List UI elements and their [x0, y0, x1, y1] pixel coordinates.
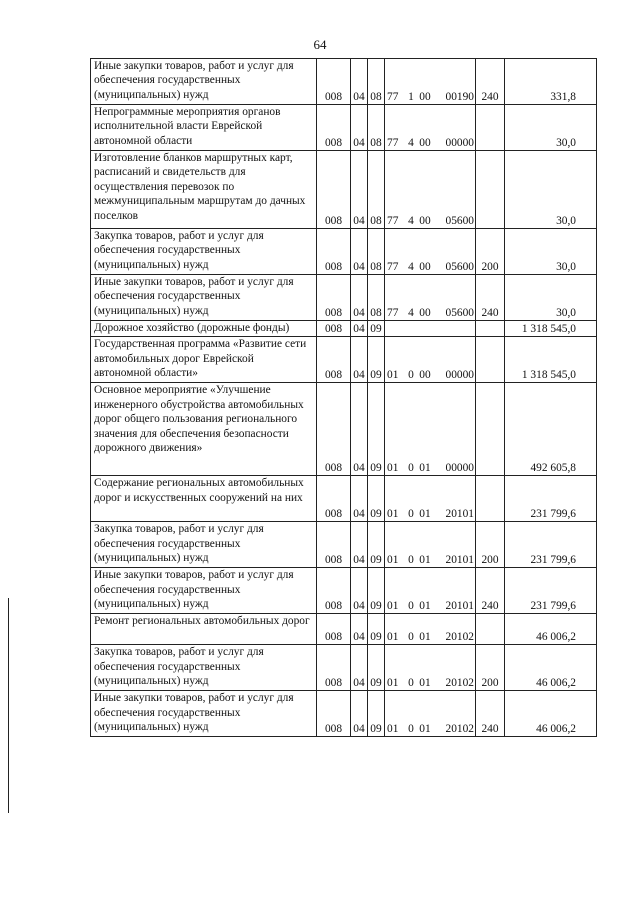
- target-article-code: [385, 645, 476, 691]
- target-article-part: 77: [387, 90, 399, 103]
- subsection-code: 09: [368, 321, 385, 337]
- target-article-code: [385, 522, 476, 568]
- target-article-part: 0: [408, 554, 414, 566]
- target-article-code: [385, 476, 476, 522]
- section-code: 04: [351, 59, 368, 105]
- target-article-parts: [387, 136, 473, 150]
- target-article-part: 05600: [445, 306, 474, 319]
- row-name: Иные закупки товаров, работ и услуг для обеспечения государственных (муниципальных) нужд: [91, 691, 317, 737]
- subsection-code: 09: [368, 476, 385, 522]
- row-name: Ремонт региональных автомобильных дорог: [91, 614, 317, 645]
- expense-type-code: [476, 105, 505, 151]
- target-article-parts: [387, 599, 473, 613]
- target-article-part: 00000: [445, 369, 474, 381]
- row-name: Закупка товаров, работ и услуг для обеспечения государственных (муниципальных) нужд: [91, 645, 317, 691]
- target-article-code: [385, 275, 476, 321]
- target-article-parts: [387, 722, 473, 736]
- row-name: Государственная программа «Развитие сети автомобильных дорог Еврейской автономной области»: [91, 337, 317, 383]
- target-article-part: 00000: [445, 136, 474, 149]
- section-code: 04: [351, 105, 368, 151]
- table-row: [91, 337, 597, 383]
- target-article-part: 0: [408, 631, 414, 643]
- section-code: 04: [351, 321, 368, 337]
- target-article-part: 20102: [445, 631, 474, 643]
- section-code: 04: [351, 522, 368, 568]
- target-article-part: 0: [408, 369, 414, 381]
- target-article-part: 20101: [445, 554, 474, 566]
- target-article-part: 00000: [445, 462, 474, 474]
- table-row: [91, 151, 597, 229]
- subsection-code: 09: [368, 522, 385, 568]
- target-article-part: 00: [419, 306, 431, 319]
- expense-type-code: [476, 614, 505, 645]
- table-row: [91, 522, 597, 568]
- row-name: Закупка товаров, работ и услуг для обеспечения государственных (муниципальных) нужд: [91, 522, 317, 568]
- ministry-code: 008: [317, 476, 351, 522]
- subsection-code: 08: [368, 151, 385, 229]
- target-article-part: 77: [387, 214, 399, 227]
- target-article-part: 00190: [445, 90, 474, 103]
- section-code: 04: [351, 383, 368, 476]
- table-row: [91, 275, 597, 321]
- target-article-part: 77: [387, 306, 399, 319]
- subsection-code: 09: [368, 614, 385, 645]
- subsection-code: 08: [368, 275, 385, 321]
- target-article-part: 00: [419, 136, 431, 149]
- target-article-part: 01: [419, 677, 431, 689]
- target-article-part: 01: [419, 631, 431, 643]
- ministry-code: 008: [317, 691, 351, 737]
- row-name: Непрограммные мероприятия органов исполнительной власти Еврейской автономной области: [91, 105, 317, 151]
- target-article-code: [385, 321, 476, 337]
- expense-type-code: [476, 476, 505, 522]
- target-article-part: 00: [419, 260, 431, 273]
- ministry-code: 008: [317, 383, 351, 476]
- target-article-parts: [387, 214, 473, 228]
- target-article-part: 01: [387, 508, 399, 520]
- amount: 46 006,2: [505, 691, 597, 737]
- target-article-part: 0: [408, 723, 414, 735]
- target-article-code: [385, 383, 476, 476]
- target-article-part: 01: [387, 631, 399, 643]
- target-article-part: 20102: [445, 677, 474, 689]
- target-article-parts: [387, 368, 473, 382]
- table-row: [91, 105, 597, 151]
- target-article-part: 01: [387, 369, 399, 381]
- section-code: 04: [351, 337, 368, 383]
- target-article-part: 4: [408, 136, 414, 149]
- target-article-part: 01: [419, 508, 431, 520]
- table-row: [91, 645, 597, 691]
- target-article-parts: [387, 322, 473, 336]
- table-row: [91, 383, 597, 476]
- table-row: [91, 229, 597, 275]
- target-article-part: 0: [408, 462, 414, 474]
- expense-type-code: 240: [476, 691, 505, 737]
- target-article-part: 01: [387, 600, 399, 612]
- expense-type-code: [476, 321, 505, 337]
- ministry-code: 008: [317, 229, 351, 275]
- target-article-part: 01: [387, 723, 399, 735]
- amount: 231 799,6: [505, 476, 597, 522]
- target-article-part: 20102: [445, 723, 474, 735]
- subsection-code: 09: [368, 645, 385, 691]
- target-article-code: [385, 337, 476, 383]
- row-name: Основное мероприятие «Улучшение инженерного обустройства автомобильных дорог общего пользования регионального значения для обеспечения безопасности дорожного движения»: [91, 383, 317, 476]
- subsection-code: 08: [368, 59, 385, 105]
- target-article-code: [385, 59, 476, 105]
- target-article-part: 4: [408, 214, 414, 227]
- expense-type-code: 240: [476, 568, 505, 614]
- amount: 46 006,2: [505, 614, 597, 645]
- row-name: Иные закупки товаров, работ и услуг для обеспечения государственных (муниципальных) нужд: [91, 568, 317, 614]
- expense-type-code: 200: [476, 645, 505, 691]
- target-article-part: 0: [408, 508, 414, 520]
- target-article-code: [385, 151, 476, 229]
- target-article-code: [385, 568, 476, 614]
- section-code: 04: [351, 229, 368, 275]
- target-article-part: 20101: [445, 600, 474, 612]
- target-article-parts: [387, 306, 473, 320]
- ministry-code: 008: [317, 105, 351, 151]
- amount: 30,0: [505, 275, 597, 321]
- expense-type-code: 240: [476, 59, 505, 105]
- target-article-parts: [387, 260, 473, 274]
- amount: 331,8: [505, 59, 597, 105]
- amount: 1 318 545,0: [505, 337, 597, 383]
- amount: 30,0: [505, 229, 597, 275]
- target-article-part: 01: [387, 677, 399, 689]
- target-article-code: [385, 614, 476, 645]
- amount: 492 605,8: [505, 383, 597, 476]
- ministry-code: 008: [317, 321, 351, 337]
- target-article-part: 4: [408, 306, 414, 319]
- table-row: [91, 476, 597, 522]
- section-code: 04: [351, 476, 368, 522]
- target-article-part: 05600: [445, 214, 474, 227]
- target-article-parts: [387, 461, 473, 475]
- target-article-part: 01: [419, 723, 431, 735]
- ministry-code: 008: [317, 568, 351, 614]
- amount: 231 799,6: [505, 568, 597, 614]
- section-code: 04: [351, 691, 368, 737]
- target-article-parts: [387, 630, 473, 644]
- ministry-code: 008: [317, 645, 351, 691]
- target-article-parts: [387, 90, 473, 104]
- section-code: 04: [351, 568, 368, 614]
- row-name: Закупка товаров, работ и услуг для обеспечения государственных (муниципальных) нужд: [91, 229, 317, 275]
- target-article-part: 00: [419, 214, 431, 227]
- table-row: [91, 321, 597, 337]
- expense-type-code: [476, 383, 505, 476]
- row-name: Содержание региональных автомобильных дорог и искусственных сооружений на них: [91, 476, 317, 522]
- target-article-part: 01: [419, 600, 431, 612]
- table-row: [91, 568, 597, 614]
- subsection-code: 09: [368, 568, 385, 614]
- subsection-code: 09: [368, 691, 385, 737]
- ministry-code: 008: [317, 522, 351, 568]
- subsection-code: 09: [368, 337, 385, 383]
- page-number: 64: [313, 37, 327, 52]
- subsection-code: 08: [368, 229, 385, 275]
- target-article-part: 77: [387, 260, 399, 273]
- target-article-part: 0: [408, 600, 414, 612]
- margin-line: [8, 598, 9, 813]
- budget-table-body: [91, 59, 597, 737]
- target-article-part: 77: [387, 136, 399, 149]
- ministry-code: 008: [317, 151, 351, 229]
- amount: 30,0: [505, 105, 597, 151]
- table-row: [91, 614, 597, 645]
- target-article-part: 01: [419, 554, 431, 566]
- ministry-code: 008: [317, 59, 351, 105]
- target-article-code: [385, 691, 476, 737]
- target-article-part: 00: [419, 369, 431, 381]
- subsection-code: 09: [368, 383, 385, 476]
- table-row: [91, 59, 597, 105]
- target-article-part: 01: [387, 462, 399, 474]
- target-article-part: 05600: [445, 260, 474, 273]
- section-code: 04: [351, 614, 368, 645]
- target-article-code: [385, 105, 476, 151]
- ministry-code: 008: [317, 614, 351, 645]
- section-code: 04: [351, 151, 368, 229]
- expense-type-code: 200: [476, 522, 505, 568]
- target-article-parts: [387, 676, 473, 690]
- target-article-part: 01: [387, 554, 399, 566]
- budget-table: [90, 58, 597, 737]
- row-name: Изготовление бланков маршрутных карт, расписаний и свидетельств для осуществления перевозок по межмуниципальным маршрутам до дачных поселков: [91, 151, 317, 229]
- table-row: [91, 691, 597, 737]
- subsection-code: 08: [368, 105, 385, 151]
- row-name: Дорожное хозяйство (дорожные фонды): [91, 321, 317, 337]
- target-article-parts: [387, 553, 473, 567]
- amount: 30,0: [505, 151, 597, 229]
- section-code: 04: [351, 275, 368, 321]
- ministry-code: 008: [317, 337, 351, 383]
- amount: 231 799,6: [505, 522, 597, 568]
- target-article-part: 1: [408, 90, 414, 103]
- row-name: Иные закупки товаров, работ и услуг для обеспечения государственных (муниципальных) нужд: [91, 275, 317, 321]
- row-name: Иные закупки товаров, работ и услуг для обеспечения государственных (муниципальных) нужд: [91, 59, 317, 105]
- target-article-part: 4: [408, 260, 414, 273]
- expense-type-code: 200: [476, 229, 505, 275]
- target-article-part: 0: [408, 677, 414, 689]
- target-article-code: [385, 229, 476, 275]
- amount: 1 318 545,0: [505, 321, 597, 337]
- expense-type-code: 240: [476, 275, 505, 321]
- expense-type-code: [476, 151, 505, 229]
- expense-type-code: [476, 337, 505, 383]
- ministry-code: 008: [317, 275, 351, 321]
- target-article-part: 00: [419, 90, 431, 103]
- amount: 46 006,2: [505, 645, 597, 691]
- target-article-part: 01: [419, 462, 431, 474]
- target-article-parts: [387, 507, 473, 521]
- target-article-part: 20101: [445, 508, 474, 520]
- section-code: 04: [351, 645, 368, 691]
